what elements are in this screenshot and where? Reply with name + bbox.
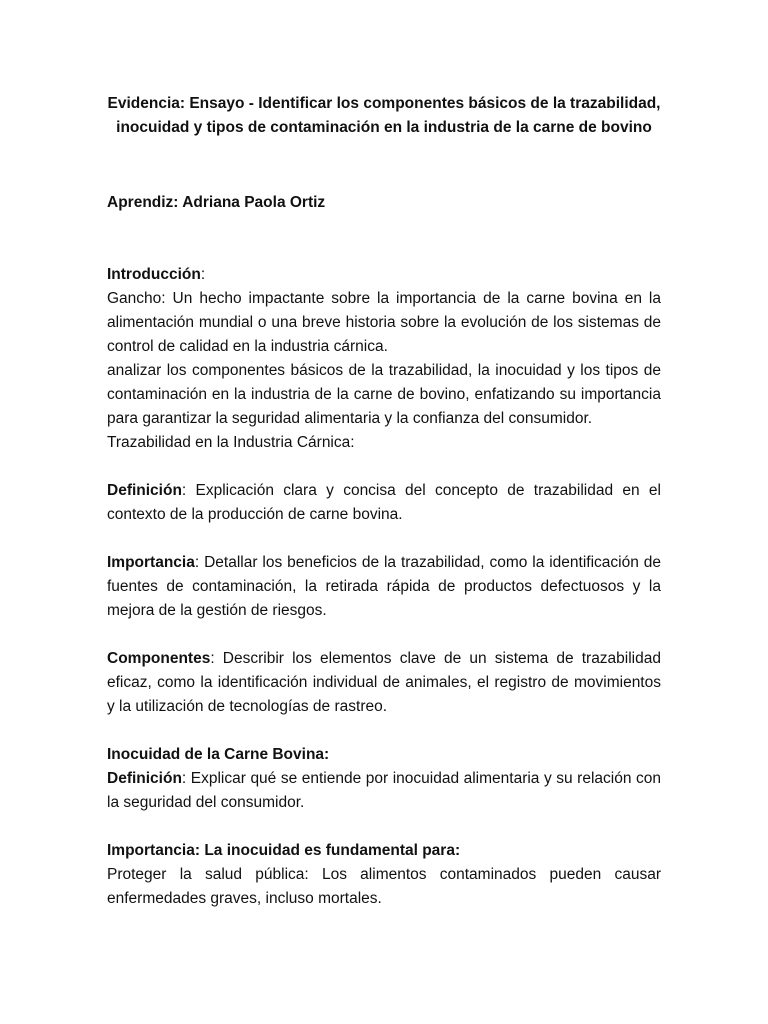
components-paragraph [107,647,661,719]
importance-section [107,551,661,623]
importance-label: Importancia [107,554,195,571]
food-safety-importance-section [107,839,661,911]
food-safety-importance-heading: Importancia: La inocuidad es fundamental para: [107,842,461,859]
food-safety-definition-paragraph [107,767,661,815]
food-safety-definition-text: : Explicar qué se entiende por inocuidad alimentaria y su relación con la seguridad del consumidor. [107,770,661,811]
traceability-section-heading: Trazabilidad en la Industria Cárnica: [107,434,355,451]
intro-heading-line [107,263,661,287]
components-label: Componentes [107,650,211,667]
document-title [107,92,661,140]
title-line-2: inocuidad y tipos de contaminación en la industria de la carne de bovino [116,119,652,136]
components-text: : Describir los elementos clave de un sistema de trazabilidad eficaz, como la identificación individual de animales, el registro de movimientos y la utilización de tecnologías de rastreo. [107,650,661,715]
introduction-section [107,263,661,455]
importance-text: : Detallar los beneficios de la trazabilidad, como la identificación de fuentes de contaminación, la retirada rápida de productos defectuosos y la mejora de la gestión de riesgos. [107,554,661,619]
author-line: Aprendiz: Adriana Paola Ortiz [107,194,326,211]
importance-paragraph [107,551,661,623]
public-health-paragraph: Proteger la salud pública: Los alimentos contaminados pueden causar enfermedades graves, incluso mortales. [107,866,661,907]
title-line-1: Evidencia: Ensayo - Identificar los componentes básicos de la trazabilidad, [107,95,661,112]
definition-paragraph [107,479,661,527]
intro-hook-paragraph: Gancho: Un hecho impactante sobre la importancia de la carne bovina en la alimentación mundial o una breve historia sobre la evolución de los sistemas de control de calidad en la industria cárnica. [107,290,661,355]
components-section [107,647,661,719]
intro-heading-colon: : [200,266,206,283]
intro-heading: Introducción [107,266,201,283]
definition-label: Definición [107,482,182,499]
food-safety-definition-label: Definición [107,770,182,787]
food-safety-section [107,743,661,815]
definition-section [107,479,661,527]
intro-purpose-paragraph: analizar los componentes básicos de la trazabilidad, la inocuidad y los tipos de contaminación en la industria de la carne de bovino, enfatizando su importancia para garantizar la seguridad alimentaria y la confianza del consumidor. [107,362,661,427]
definition-text: : Explicación clara y concisa del concepto de trazabilidad en el contexto de la producción de carne bovina. [107,482,661,523]
food-safety-heading: Inocuidad de la Carne Bovina: [107,746,330,763]
